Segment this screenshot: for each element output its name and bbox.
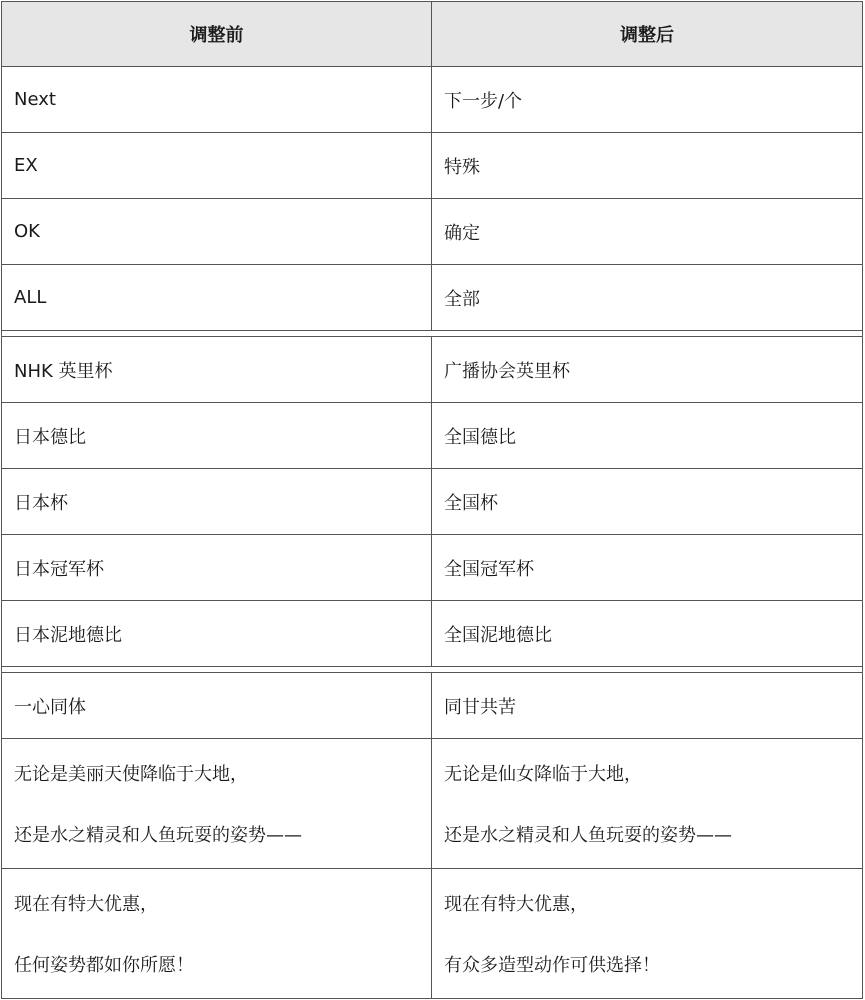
cell-before: 日本泥地德比 <box>2 601 432 666</box>
table-row <box>1 869 863 999</box>
cell-after <box>432 739 862 868</box>
translation-table <box>1 1 863 999</box>
cell-line: 有众多造型动作可供选择！ <box>444 954 660 976</box>
cell-before: Next <box>2 67 432 132</box>
table-row <box>1 199 863 265</box>
cell-after: 全国杯 <box>444 492 498 514</box>
cell-before: 日本杯 <box>2 469 432 534</box>
table-row <box>1 403 863 469</box>
table-row <box>1 601 863 667</box>
cell-after: 下一步/个 <box>444 90 523 112</box>
cell-after: 全国德比 <box>444 426 516 448</box>
table-header-row <box>1 1 863 67</box>
header-after: 调整后 <box>620 25 674 46</box>
cell-after: 确定 <box>444 222 480 244</box>
cell-after: 全国冠军杯 <box>444 558 534 580</box>
cell-before: 日本冠军杯 <box>2 535 432 600</box>
cell-before: NHK 英里杯 <box>2 337 432 402</box>
cell-line: 还是水之精灵和人鱼玩耍的姿势—— <box>444 824 732 846</box>
table-row <box>1 535 863 601</box>
cell-after: 全国泥地德比 <box>444 624 552 646</box>
cell-line: 还是水之精灵和人鱼玩耍的姿势—— <box>14 824 302 846</box>
cell-before: ALL <box>2 265 432 330</box>
cell-after: 全部 <box>444 288 480 310</box>
cell-after: 同甘共苦 <box>444 696 516 718</box>
cell-line: 现在有特大优惠， <box>14 894 158 916</box>
table-row <box>1 673 863 739</box>
table-row <box>1 133 863 199</box>
cell-before: EX <box>2 133 432 198</box>
table-row <box>1 739 863 869</box>
table-row <box>1 265 863 331</box>
header-before: 调整前 <box>2 2 432 66</box>
cell-after <box>432 869 862 998</box>
cell-before <box>2 869 432 998</box>
table-row <box>1 67 863 133</box>
cell-after: 广播协会英里杯 <box>444 360 570 382</box>
cell-before: 日本德比 <box>2 403 432 468</box>
table-row <box>1 337 863 403</box>
cell-line: 任何姿势都如你所愿！ <box>14 954 194 976</box>
cell-line: 现在有特大优惠， <box>444 894 588 916</box>
cell-before <box>2 739 432 868</box>
cell-before: OK <box>2 199 432 264</box>
cell-line: 无论是美丽天使降临于大地， <box>14 764 248 786</box>
cell-line: 无论是仙女降临于大地， <box>444 764 642 786</box>
cell-after: 特殊 <box>444 156 480 178</box>
table-row <box>1 469 863 535</box>
cell-before: 一心同体 <box>2 673 432 738</box>
